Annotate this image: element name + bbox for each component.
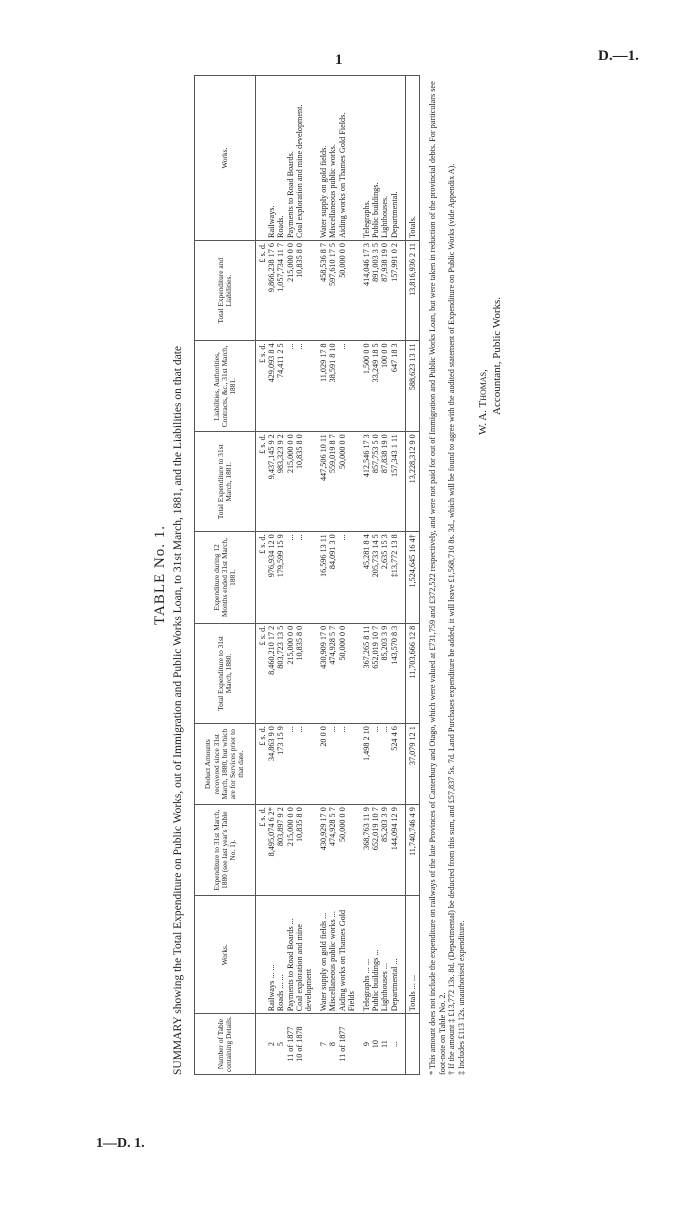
table-cell: 11: [380, 1014, 389, 1075]
totals-row: [405, 76, 419, 1075]
table-cell: 16,596 13 11: [319, 532, 328, 623]
column-header: Works.: [195, 76, 256, 241]
table-cell: Payments to Road Boards.: [286, 76, 295, 241]
footnote: † If the amount ‡ £13,772 13s. 8d. (Departmental) be deducted from this sum, and £57,837 5s. 7d. Land Purchases expenditure be added, it will leave £1,568,710 8s. 3d., which will be found to agree with the audited statement of Expenditure on Public Works (vide Appendix A).: [447, 163, 457, 1075]
table-cell: 215,000 0 0: [286, 623, 295, 723]
table-cell: 144,094 12 9: [390, 805, 399, 896]
table-cell: 803,897 9 2: [276, 805, 285, 896]
table-cell: Public buildings ...: [371, 896, 380, 1014]
table-cell: 412,546 17 3: [362, 432, 371, 532]
table-cell: ...: [338, 341, 356, 432]
table-row: [362, 76, 371, 1075]
table-cell: 38,591 8 10: [328, 341, 337, 432]
table-cell: ...: [338, 724, 356, 805]
column-header: Liabilities, Authorities, Contracts, &c., 31st March, 1881.: [195, 341, 256, 432]
table-cell: 447,506 10 11: [319, 432, 328, 532]
table-cell: 215,000 0 0: [286, 432, 295, 532]
table-row: [328, 76, 337, 1075]
table-cell: 10,835 8 0: [295, 241, 313, 341]
table-cell: 157,343 1 11: [390, 432, 399, 532]
signature-title: Accountant, Public Works.: [491, 296, 504, 415]
footnote: ‡ Includes £113 12s. unauthorised expenditure.: [456, 920, 466, 1075]
column-header: Expenditure during 12 Months ended 31st March, 1881.: [195, 532, 256, 623]
table-subtitle: SUMMARY showing the Total Expenditure on Public Works, out of Immigration and Public Works Loan, to 31st March, 1881, and the Liabilities on that date: [172, 345, 184, 1075]
column-header: Total Expenditure and Liabilities.: [195, 241, 256, 341]
table-cell: 215,000 0 0: [286, 241, 295, 341]
table-cell: ‡13,772 13 8: [390, 532, 399, 623]
table-cell: 11,029 17 8: [319, 341, 328, 432]
table-row: [390, 76, 399, 1075]
rotated-table-page: [150, 75, 570, 1075]
table-cell: 84,091 3 0: [328, 532, 337, 623]
table-cell: 10,835 8 0: [295, 623, 313, 723]
column-header: Total Expenditure to 31st March, 1880.: [195, 623, 256, 723]
column-header: Number of Table containing Details.: [195, 1014, 256, 1075]
table-row: [276, 76, 285, 1075]
table-cell: 9,437,145 9 2: [267, 432, 276, 532]
units-row: [256, 76, 268, 1075]
page-reference: 1—D. 1.: [96, 1136, 145, 1151]
table-cell: [256, 76, 268, 241]
table-cell: £ s. d.: [256, 341, 268, 432]
table-cell: ...: [286, 341, 295, 432]
table-cell: 100 0 0: [380, 341, 389, 432]
table-cell: Aiding works on Thames Gold Fields: [338, 896, 356, 1014]
footnote: * This amount does not include the expenditure on railways of the late Provinces of Canterbury and Otago, which were valued at £731,759 and £372,522 respectively, and were not paid for out of Immigration and Public Works Loan, but were taken in reduction of the provincial debts. For particulars see foot-note on Table No. 2.: [428, 81, 447, 1075]
column-header: Expenditure to 31st March, 1880 (see last year's Table No. 1).: [195, 805, 256, 896]
table-cell: Departmental.: [390, 76, 399, 241]
table-cell: Railways.: [267, 76, 276, 241]
table-cell: 157,991 0 2: [390, 241, 399, 341]
table-cell: 10 of 1878: [295, 1014, 313, 1075]
column-header: Total Expenditure to 31st March, 1881.: [195, 432, 256, 532]
table-cell: ...: [338, 532, 356, 623]
table-cell: 9,866,238 17 6: [267, 241, 276, 341]
table-cell: 33,249 18 5: [371, 341, 380, 432]
table-row: [338, 76, 356, 1075]
table-cell: 5: [276, 1014, 285, 1075]
table-cell: 37,079 12 1: [405, 724, 419, 805]
table-cell: 11 of 1877: [338, 1014, 356, 1075]
table-cell: 1,498 2 10: [362, 724, 371, 805]
table-cell: 50,000 0 0: [338, 241, 356, 341]
table-cell: 13,228,312 9 0: [405, 432, 419, 532]
table-cell: Water supply on gold fields.: [319, 76, 328, 241]
table-cell: £ s. d.: [256, 805, 268, 896]
table-cell: 87,938 19 0: [380, 241, 389, 341]
table-cell: 20 0 0: [319, 724, 328, 805]
table-cell: 50,000 0 0: [338, 805, 356, 896]
table-cell: 11,703,666 12 8: [405, 623, 419, 723]
table-cell: 429,093 8 4: [267, 341, 276, 432]
table-cell: 50,000 0 0: [338, 432, 356, 532]
table-cell: Totals.: [405, 76, 419, 241]
table-row: [295, 76, 313, 1075]
table-cell: [256, 896, 268, 1014]
table-cell: 647 18 3: [390, 341, 399, 432]
table-cell: Public buildings.: [371, 76, 380, 241]
summary-table: [194, 75, 420, 1075]
table-cell: Roads.: [276, 76, 285, 241]
table-cell: 10,835 8 0: [295, 805, 313, 896]
table-cell: 7: [319, 1014, 328, 1075]
table-cell: 2: [267, 1014, 276, 1075]
table-cell: 87,838 19 0: [380, 432, 389, 532]
table-cell: [405, 1014, 419, 1075]
table-cell: Coal exploration and mine development: [295, 896, 313, 1014]
table-row: [380, 76, 389, 1075]
table-cell: 13,816,936 2 11: [405, 241, 419, 341]
table-cell: 74,411 2 5: [276, 341, 285, 432]
table-cell: Telegraphs ... ...: [362, 896, 371, 1014]
table-row: [319, 76, 328, 1075]
footnotes: [428, 75, 466, 1075]
table-row: [371, 76, 380, 1075]
table-cell: 976,934 12 0: [267, 532, 276, 623]
table-cell: ...: [328, 724, 337, 805]
table-cell: £ s. d.: [256, 724, 268, 805]
table-cell: 10: [371, 1014, 380, 1075]
table-cell: 857,753 5 0: [371, 432, 380, 532]
signature-name: W. A. Thomas,: [477, 369, 490, 435]
document-reference: D.—1.: [598, 48, 639, 64]
table-cell: Water supply on gold fields ...: [319, 896, 328, 1014]
column-header: Deduct Amounts recovered since 31st March, 1880, but which are for Services prior to that date.: [195, 724, 256, 805]
table-cell: Roads ... ...: [276, 896, 285, 1014]
table-cell: 11 of 1877: [286, 1014, 295, 1075]
table-cell: 588,623 13 11: [405, 341, 419, 432]
table-cell: 85,203 3 9: [380, 805, 389, 896]
table-cell: Railways ... ...: [267, 896, 276, 1014]
table-row: [286, 76, 295, 1075]
table-cell: ...: [295, 532, 313, 623]
table-cell: 524 4 6: [390, 724, 399, 805]
table-cell: 559,019 8 7: [328, 432, 337, 532]
table-cell: 983,323 9 2: [276, 432, 285, 532]
table-cell: 50,000 0 0: [338, 623, 356, 723]
table-cell: £ s. d.: [256, 623, 268, 723]
table-cell: Coal exploration and mine development.: [295, 76, 313, 241]
table-cell: 10,835 8 0: [295, 432, 313, 532]
table-cell: 45,281 8 4: [362, 532, 371, 623]
table-cell: 597,610 17 5: [328, 241, 337, 341]
table-cell: 368,763 11 9: [362, 805, 371, 896]
table-cell: 891,003 3 5: [371, 241, 380, 341]
table-cell: 1,057,734 11 7: [276, 241, 285, 341]
table-cell: 11,740,746 4 9: [405, 805, 419, 896]
table-cell: 205,733 14 5: [371, 532, 380, 623]
table-header-row: [195, 76, 256, 1075]
table-cell: Departmental ...: [390, 896, 399, 1014]
table-cell: 414,046 17 3: [362, 241, 371, 341]
table-cell: £ s. d.: [256, 432, 268, 532]
table-cell: 8,495,074 6 2*: [267, 805, 276, 896]
table-cell: 474,928 5 7: [328, 623, 337, 723]
table-cell: ...: [295, 341, 313, 432]
table-cell: 9: [362, 1014, 371, 1075]
column-header: Works.: [195, 896, 256, 1014]
table-cell: 8: [328, 1014, 337, 1075]
table-cell: ...: [286, 532, 295, 623]
table-cell: 179,599 15 9: [276, 532, 285, 623]
table-title: TABLE No. 1.: [152, 525, 168, 625]
table-cell: 143,570 8 3: [390, 623, 399, 723]
table-cell: ...: [390, 1014, 399, 1075]
table-cell: [256, 1014, 268, 1075]
table-cell: Miscellaneous public works.: [328, 76, 337, 241]
table-cell: Miscellaneous public works ...: [328, 896, 337, 1014]
page-number: 1: [335, 52, 343, 68]
table-cell: 1,500 0 0: [362, 341, 371, 432]
table-cell: 652,019 10 7: [371, 623, 380, 723]
table-cell: 173 15 9: [276, 724, 285, 805]
table-cell: 474,928 5 7: [328, 805, 337, 896]
table-cell: Totals ... ...: [405, 896, 419, 1014]
table-cell: Payments to Road Boards ...: [286, 896, 295, 1014]
table-cell: 430,929 17 0: [319, 805, 328, 896]
table-cell: 34,863 9 0: [267, 724, 276, 805]
table-cell: Telegraphs.: [362, 76, 371, 241]
table-row: [267, 76, 276, 1075]
table-cell: 1,524,645 16 4†: [405, 532, 419, 623]
table-cell: ...: [286, 724, 295, 805]
table-cell: ...: [295, 724, 313, 805]
table-cell: Lighthouses.: [380, 76, 389, 241]
signature-block: [476, 75, 504, 435]
table-cell: 430,909 17 0: [319, 623, 328, 723]
table-cell: £ s. d.: [256, 532, 268, 623]
table-cell: 215,000 0 0: [286, 805, 295, 896]
table-cell: 8,460,210 17 2: [267, 623, 276, 723]
table-cell: ...: [371, 724, 380, 805]
table-cell: 367,265 8 11: [362, 623, 371, 723]
table-cell: 652,019 10 7: [371, 805, 380, 896]
table-cell: 85,203 3 9: [380, 623, 389, 723]
table-cell: Aiding works on Thames Gold Fields.: [338, 76, 356, 241]
table-cell: Lighthouses ...: [380, 896, 389, 1014]
table-cell: 458,536 8 7: [319, 241, 328, 341]
table-cell: 2,635 15 3: [380, 532, 389, 623]
table-cell: £ s. d.: [256, 241, 268, 341]
table-cell: 803,723 13 5: [276, 623, 285, 723]
table-cell: ...: [380, 724, 389, 805]
